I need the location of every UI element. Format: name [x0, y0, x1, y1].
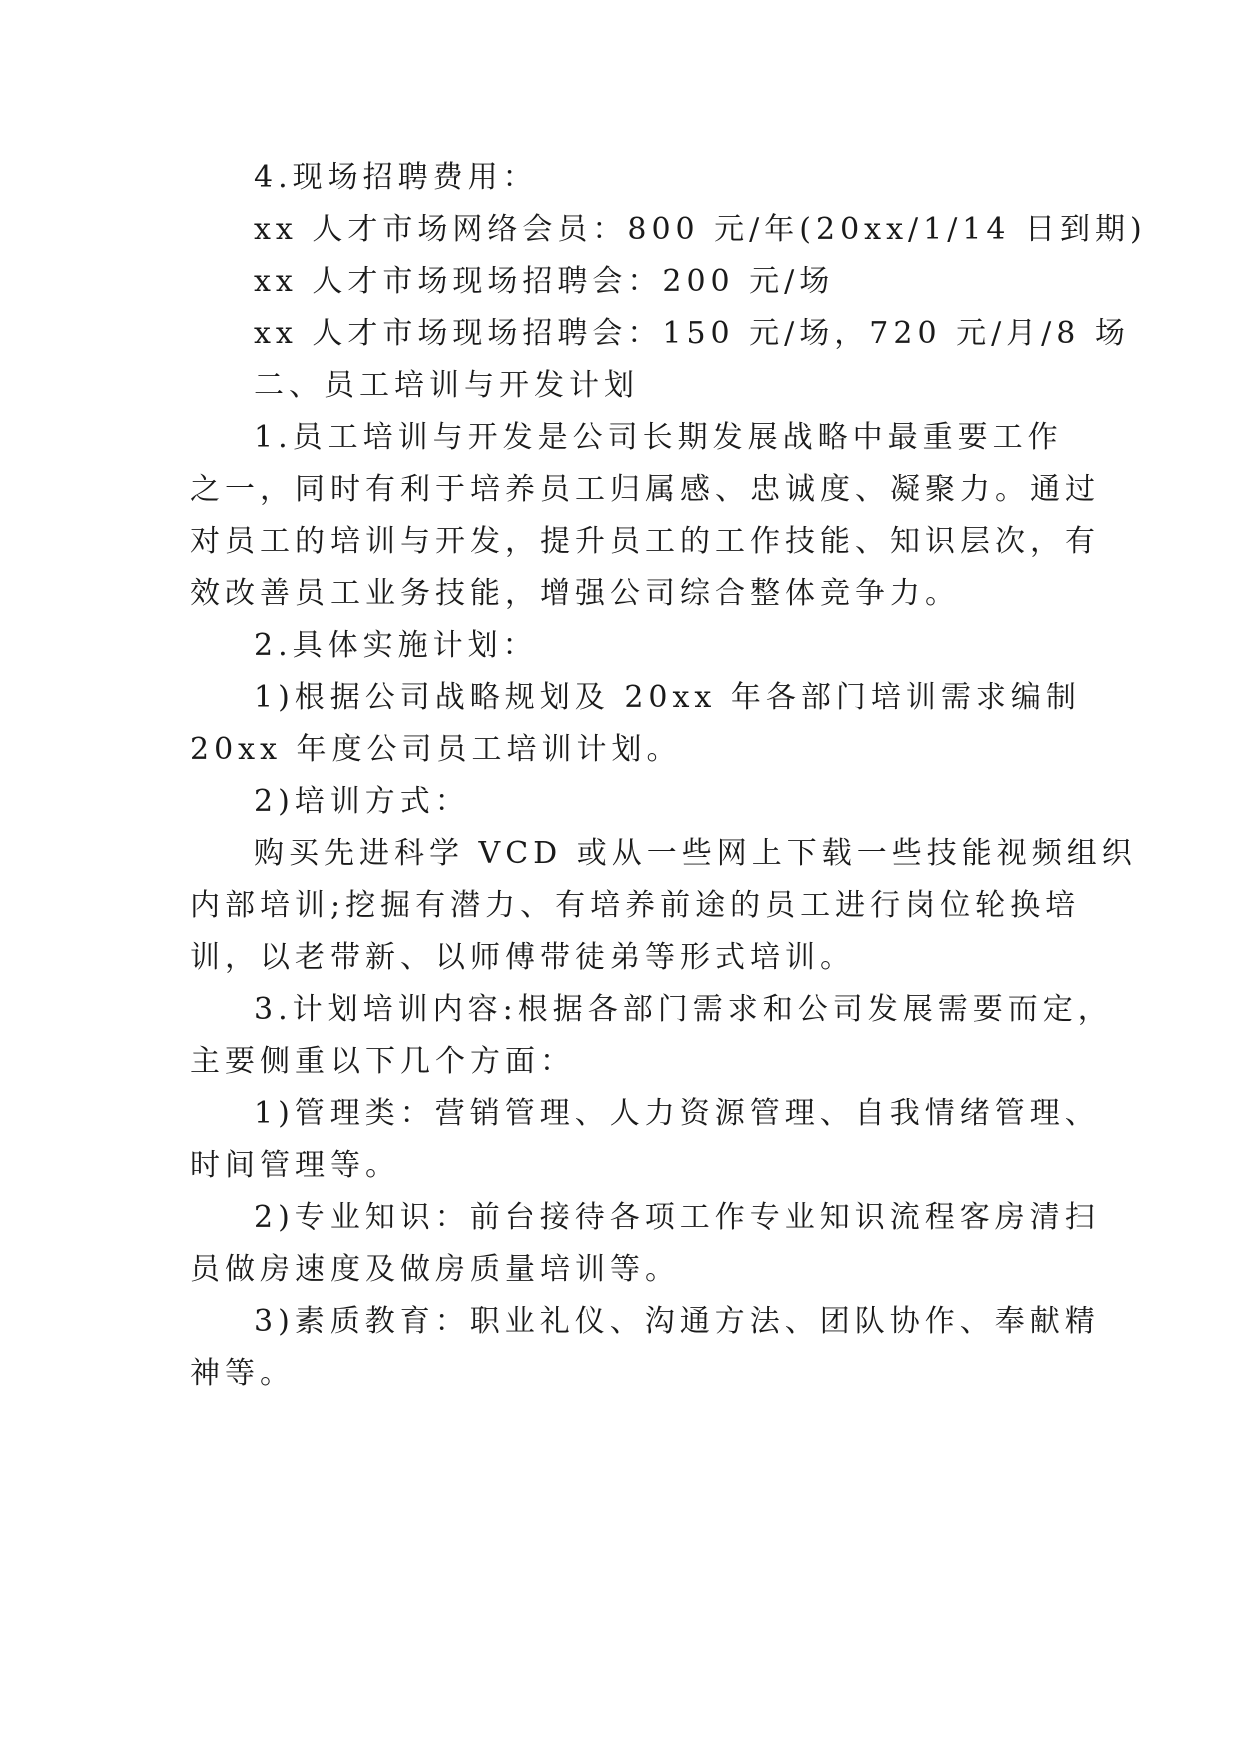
training-method-line-3: 训，以老带新、以师傅带徒弟等形式培训。: [190, 940, 855, 975]
content-item-quality-line-2: 神等。: [190, 1356, 295, 1391]
content-item-management-line-2: 时间管理等。: [190, 1148, 400, 1183]
content-item-management-line-1: 1)管理类：营销管理、人力资源管理、自我情绪管理、: [254, 1096, 1100, 1131]
section-heading-recruitment-costs: 4.现场招聘费用：: [254, 160, 538, 195]
content-item-quality-line-1: 3)素质教育：职业礼仪、沟通方法、团队协作、奉献精: [254, 1304, 1100, 1339]
plan-item-1-line-2: 20xx 年度公司员工培训计划。: [190, 732, 682, 767]
cost-item-job-fair-200: xx 人才市场现场招聘会：200 元/场: [254, 264, 835, 299]
subheading-implementation-plan: 2.具体实施计划：: [254, 628, 538, 663]
paragraph-training-importance-line-2: 之一，同时有利于培养员工归属感、忠诚度、凝聚力。通过: [190, 472, 1100, 507]
content-item-professional-line-2: 员做房速度及做房质量培训等。: [190, 1252, 680, 1287]
content-item-professional-line-1: 2)专业知识：前台接待各项工作专业知识流程客房清扫: [254, 1200, 1100, 1235]
cost-item-network-membership: xx 人才市场网络会员：800 元/年(20xx/1/14 日到期): [254, 212, 1147, 247]
section-heading-training-plan: 二、员工培训与开发计划: [254, 368, 639, 403]
training-content-line-2: 主要侧重以下几个方面：: [190, 1044, 575, 1079]
paragraph-training-importance-line-4: 效改善员工业务技能，增强公司综合整体竞争力。: [190, 576, 960, 611]
training-method-line-1: 购买先进科学 VCD 或从一些网上下载一些技能视频组织: [254, 836, 1137, 871]
cost-item-job-fair-150: xx 人才市场现场招聘会：150 元/场，720 元/月/8 场: [254, 316, 1130, 351]
training-content-line-1: 3.计划培训内容:根据各部门需求和公司发展需要而定，: [254, 992, 1113, 1027]
plan-item-2-heading: 2)培训方式：: [254, 784, 470, 819]
paragraph-training-importance-line-3: 对员工的培训与开发，提升员工的工作技能、知识层次，有: [190, 524, 1100, 559]
training-method-line-2: 内部培训;挖掘有潜力、有培养前途的员工进行岗位轮换培: [190, 888, 1081, 923]
plan-item-1-line-1: 1)根据公司战略规划及 20xx 年各部门培训需求编制: [254, 680, 1081, 715]
paragraph-training-importance-line-1: 1.员工培训与开发是公司长期发展战略中最重要工作: [254, 420, 1063, 455]
